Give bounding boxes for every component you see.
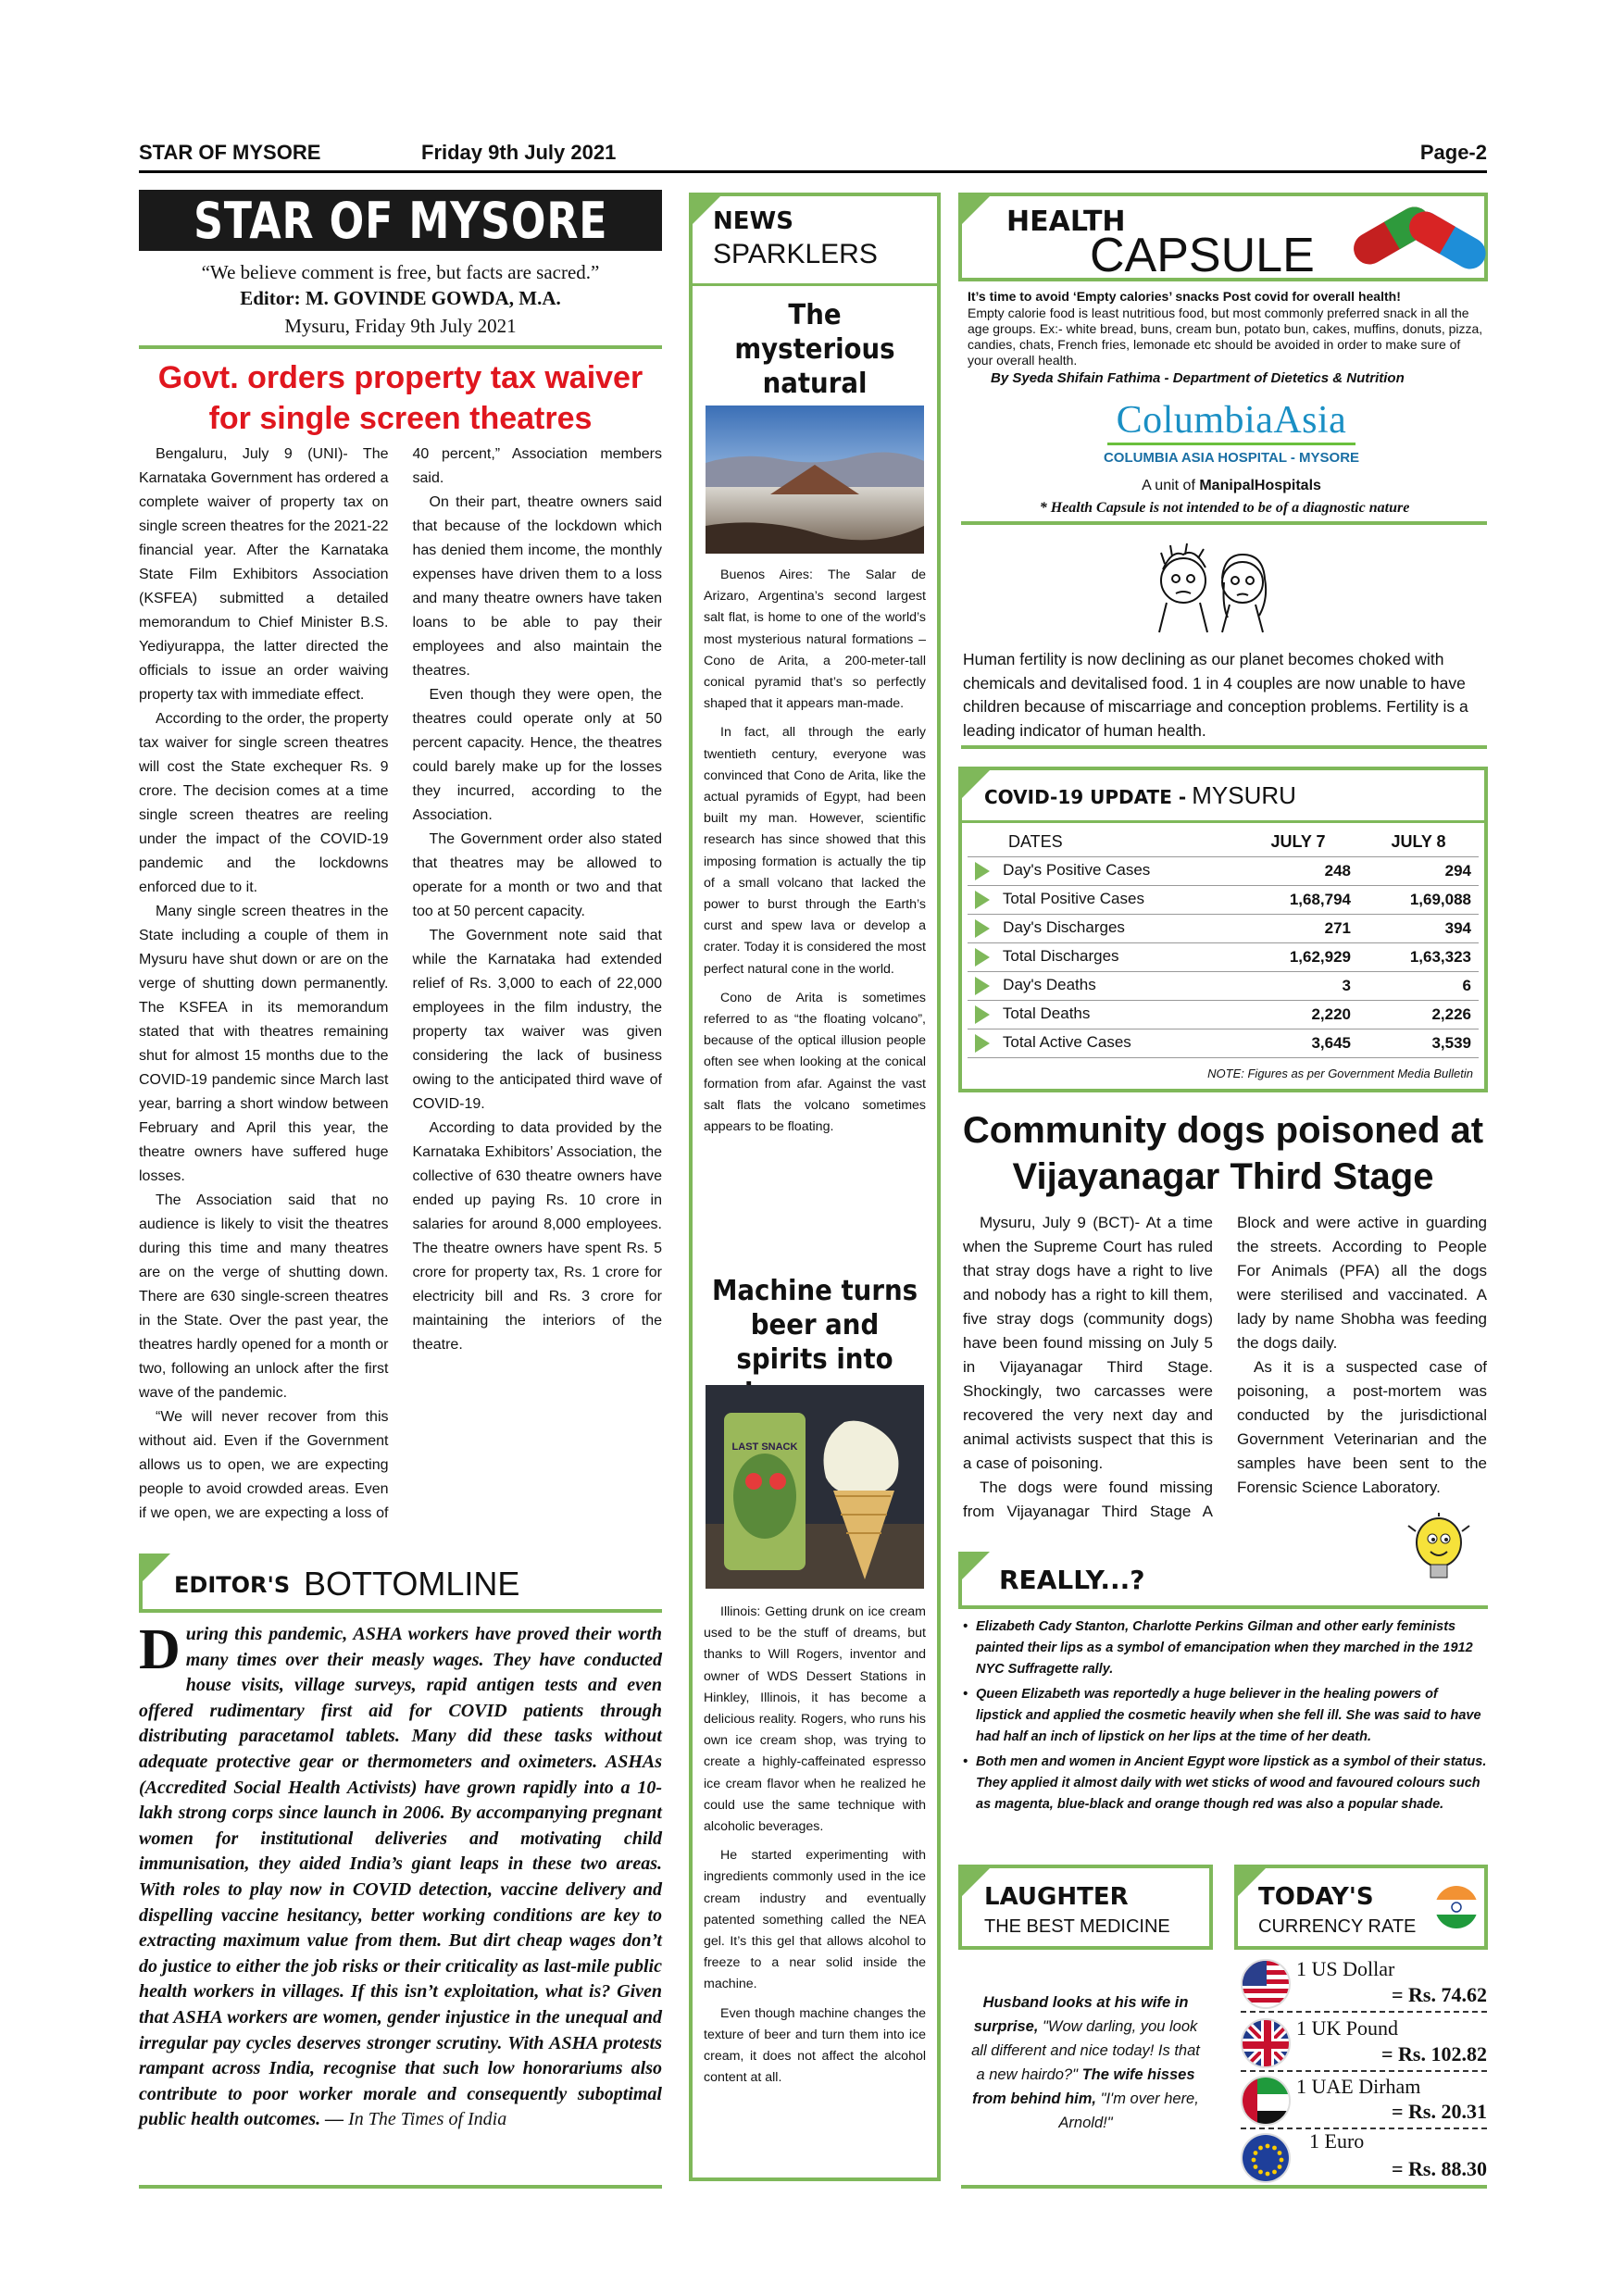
really-item: • Queen Elizabeth was reportedly a huge believer in the healing powers of lipstick and applied the cosmetic heavily when she fell ill. She was said to have had half an inch of lipstick on her lips at the time of her death. [963,1687,1481,1744]
lead-paragraph: The Association said that no audience is likely to visit the theatres during this time and many theatres are on the verge of shutting down. There are 630 single-screen theatres in the State. Over the past year, the theatres hardly opened for a month or two, following an unlock after the first wave of the pandemic. [139,1192,389,1401]
masthead-dateline: Mysuru, Friday 9th July 2021 [284,315,517,337]
columbia-asia-logo-underline [1107,443,1355,445]
currency-divider [1241,2070,1487,2072]
currency-divider [1241,2011,1487,2013]
masthead-editor: Editor: M. GOVINDE GOWDA, M.A. [240,287,561,309]
currency-name: 1 US Dollar [1296,1957,1395,1980]
story1-paragraph: Buenos Aires: The Salar de Arizaro, Argentina’s second largest salt flat, is home to one of the world’s most mysterious natural formations – Cono de Arita, a 200-meter-tall conical pyramid that’s so perfectly shaped that it appears man-made. [704,568,926,712]
covid-table-wrap [968,828,1479,1058]
fertility-text: Human fertility is now declining as our planet becomes choked with chemicals and devitalised food. 1 in 4 couples are now unable to have children because of miscarriage and conception problems. Fertility is a leading indicator of human health. [963,650,1468,740]
currency-name: 1 UAE Dirham [1296,2075,1421,2098]
covid-label-bold: COVID-19 UPDATE - [984,786,1187,808]
story1-body [704,565,926,1138]
lead-paragraph: Bengaluru, July 9 (UNI)- The Karnataka Government has ordered a complete waiver of property tax on single screen theatres for the 2021-22 financial year. After the Karnataka State Film Exhibitors Association (KSFEA) submitted a detailed memorandum to Chief Minister B.S. Yediyurappa, the latter directed the officials to issue an order waiving property tax with immediate effect. [139,446,389,703]
editorial-label-thin: BOTTOMLINE [304,1565,520,1603]
story2-paragraph: Illinois: Getting drunk on ice cream used to be the stuff of dreams, but thanks to Will Rogers, inventor and owner of WDS Dessert Stations in Hinkley, Illinois, it has become a delicious reality. Rogers, who runs his own ice cream shop, was trying to create a highly-caffeinated espresso ice cream flavor when he realized he could use the same technique with alcoholic beverages. [704,1604,926,1835]
columbia-asia-logo: ColumbiaAsia [1116,399,1347,442]
currency-rate: = Rs. 20.31 [1392,2100,1487,2123]
lead-paragraph: On their part, theatre owners said that because of the lockdown which has denied them income, the monthly expenses have driven them to a loss and many theatre owners have taken loans to be able to pay their employees and also maintain the theatres. [412,494,662,679]
arrow-icon [975,948,990,967]
lightbulb-icon [1406,1513,1471,1587]
currency-rate: = Rs. 102.82 [1381,2042,1487,2065]
header-rule [139,170,1487,173]
covid-row [968,942,1479,971]
story2-headline: Machine turns beer and spirits into [711,1275,918,1376]
covid-header-july8: JULY 8 [1358,828,1479,856]
covid-row-label: Total Active Cases [1002,1033,1131,1052]
lead-article-body [139,443,662,1542]
story2-paragraph: He started experimenting with ingredients commonly used in the ice cream industry and eventually patented something called the NEA gel. It’s this gel that allows alcohol to freeze to a near solid inside the machine. [704,1848,926,1992]
covid-value-july8: 1,63,323 [1358,942,1479,971]
editorial-source: In The Times of India [348,2109,507,2130]
health-lead: It’s time to avoid ‘Empty calories’ snacks Post covid for overall health! [968,289,1401,304]
lead-paragraph: According to data provided by the Karnataka Exhibitors’ Association, the collective of 630 theatre owners have ended up paying Rs. 10 crore in salaries for around 8,000 employees. The theatre owners have spent Rs. 5 crore for property tax, Rs. 1 crore for electricity bill and Rs. 3 crore for maintaining the interiors of the theatre. [412,1120,662,1353]
editorial-bottom-rule [139,2185,662,2189]
story1-headline: The mysterious natural [734,299,895,400]
ice-cream-photo [706,1385,924,1589]
covid-row [968,885,1479,914]
dogs-article-body [963,1211,1487,1531]
really-item: • Elizabeth Cady Stanton, Charlotte Perkins Gilman and other early feminists painted their lips as a symbol of emancipation when they marched in the 1912 NYC Suffragette rally. [963,1619,1473,1677]
covid-value-july8: 294 [1358,856,1479,885]
header-paper-name: STAR OF MYSORE [139,141,321,164]
laughter-joke [968,1990,1204,2135]
covid-row-label: Total Discharges [1002,947,1119,966]
really-label: REALLY...? [999,1565,1145,1595]
us-flag-icon [1241,1959,1291,2009]
covid-value-july8: 394 [1358,914,1479,942]
arrow-icon [975,891,990,909]
manipal-unit-line [1065,478,1398,494]
covid-value-july7: 3,645 [1238,1029,1358,1057]
covid-row-label: Day's Discharges [1003,918,1125,937]
india-flag-icon [1434,1885,1479,1929]
really-label-box [958,1552,1488,1609]
corner-triangle [143,1554,170,1581]
arrow-icon [975,977,990,995]
sparklers-label-bold: NEWS [713,207,793,235]
currency-rate: = Rs. 74.62 [1392,1983,1487,2006]
masthead-title: STAR OF MYSORE [193,191,608,250]
currency-label-box [1234,1865,1488,1950]
covid-row-label: Total Positive Cases [1002,890,1144,908]
covid-value-july7: 248 [1238,856,1358,885]
covid-value-july7: 2,220 [1238,1000,1358,1029]
lead-paragraph: “We will never recover from this without aid. Even if the Government allows us to open, we are expecting people to avoid crowded areas. Even if we open, we are expecting a loss of 40 percent,” Association members said. [139,446,662,1521]
uae-flag-icon [1241,2076,1291,2126]
sparklers-column [689,193,941,2181]
health-rule [961,521,1487,525]
sparklers-divider [693,283,937,286]
covid-label-thin: MYSURU [1192,781,1296,809]
covid-row [968,1029,1479,1057]
dogs-paragraph: Mysuru, July 9 (BCT)- At a time when the Supreme Court has ruled that stray dogs have a right to live and nobody has a right to kill them, five stray dogs (community dogs) have been found missing on July 5 in Vijayanagar Third Stage. Shockingly, two carcasses were recovered the very next day and animal activists suspect that this is a case of poisoning. [963,1214,1213,1472]
currency-rate: = Rs. 88.30 [1392,2157,1487,2180]
editorial-dropcap: D [139,1618,181,1681]
lead-paragraph: The Government note said that while the Karnataka had extended relief of Rs. 3,000 to each of 22,000 employees in the film industry, the property tax waiver was given considering the lack of business owing to the anticipated third wave of COVID-19. [412,928,662,1112]
lead-headline: Govt. orders property tax waiver for single screen theatres [157,360,643,436]
covid-value-july8: 3,539 [1358,1029,1479,1057]
lead-paragraph: The Government order also stated that theatres may be allowed to operate for a month or two and that too at 50 percent capacity. [412,831,662,919]
header-page-number: Page-2 [1419,141,1487,164]
volcano-photo [706,406,924,554]
can-label: LAST SNACK [731,1441,798,1453]
fertility-rule [961,745,1487,749]
covid-header-dates: DATES [968,828,1238,856]
covid-label-row [984,781,1296,810]
masthead-rule [139,345,662,349]
covid-update-box [958,767,1488,1092]
currency-name: 1 Euro [1309,2129,1365,2152]
arrow-icon [975,1005,990,1024]
covid-header-row [968,828,1479,856]
really-item-text: Queen Elizabeth was reportedly a huge believer in the healing powers of lipstick and applied the cosmetic heavily when she fell ill. She was said to have had half an inch of lipstick on her lips at the time of her death. [976,1687,1481,1744]
capsule-pill-icon [1342,187,1493,276]
health-body: Empty calorie food is least nutritious food, but most commonly preferred snack in all the age groups. Ex:- white bread, buns, cream bun, potato bun, cakes, muffins, donuts, pizza, candies, chats, French fries, lemonade etc should be avoided in order to make sure of your overall health. [968,306,1483,368]
header-date: Friday 9th July 2021 [421,141,617,164]
covid-value-july7: 1,62,929 [1238,942,1358,971]
editorial-text: uring this pandemic, ASHA workers have proved their worth many times over their measly wages. They have conducted house visits, village surveys, rapid antigen tests and even offered rudimentary first aid for COVID patients through distributing paracetamol tablets. Many did these tasks without adequate protective gear or thermometers and oximeters. ASHAs (Accredited Social Health Activists) have grown rapidly into a 10-lakh strong corps since launch in 2006. By accompanying pregnant women for institutional deliveries and motivating child immunisation, they aided India’s giant leaps in these two areas. With roles to play now in COVID detection, vaccine delivery and dispelling vaccine hesitancy, better working conditions are key to extracting maximum value from them. But dirt cheap wages don’t do justice to either the job risks or their criticality as last-mile public health workers in villages. If this isn’t exploitation, what is? Given that ASHA workers are women, gender injustice in the unequal and irregular pay cycles deserves stronger scrutiny. With ASHA protests rampant across India, recognise that such low honorariums also contribute to poor worker morale and consequently suboptimal public health outcomes. — [139,1624,662,2130]
covid-header-july7: JULY 7 [1238,828,1358,856]
covid-row-label: Total Deaths [1002,1004,1091,1023]
covid-row [968,1000,1479,1029]
covid-value-july8: 6 [1358,971,1479,1000]
really-item-text: Elizabeth Cady Stanton, Charlotte Perkins Gilman and other early feminists painted their lips as a symbol of emancipation when they marched in the 1912 NYC Suffragette rally. [976,1619,1473,1677]
eu-flag-icon [1241,2133,1291,2183]
unit-name: ManipalHospitals [1199,478,1321,493]
dogs-paragraph: The dogs were found missing from Vijayanagar Third Stage A Block and were active in guarding the streets. According to People For Animals (PFA) all the dogs were sterilised and vaccinated. A lady by name Shobha was feeding the dogs daily. [963,1214,1487,1520]
covid-row [968,914,1479,942]
covid-value-july7: 1,68,794 [1238,885,1358,914]
covid-row [968,971,1479,1000]
really-item-text: Both men and women in Ancient Egypt wore lipstick as a symbol of their status. They applied it almost daily with wet sticks of wood and favoured colours such as magenta, blue-black and orange though red was also a popular shade. [976,1754,1487,1812]
corner-triangle [962,1552,990,1579]
uk-flag-icon [1241,2018,1291,2068]
arrow-icon [975,862,990,880]
columbia-asia-subtitle: COLUMBIA ASIA HOSPITAL - MYSORE [1103,450,1360,466]
covid-label-rule [962,820,1484,823]
editorial-label-box [139,1554,662,1613]
joke-line-b: "Wow darling, you look all different and nice today! Is that a new hairdo?" [971,2018,1200,2083]
arrow-icon [975,919,990,938]
story2-paragraph: Even though machine changes the texture of beer and turn them into ice cream, it does not affect the alcohol content at all. [704,2005,926,2086]
arrow-icon [975,1034,990,1053]
covid-row-label: Day's Deaths [1003,976,1096,994]
covid-value-july7: 3 [1238,971,1358,1000]
really-item: • Both men and women in Ancient Egypt wore lipstick as a symbol of their status. They applied it almost daily with wet sticks of wood and favoured colours such as magenta, blue-black and orange though red was also a popular shade. [963,1754,1487,1812]
covid-value-july7: 271 [1238,914,1358,942]
health-byline: By Syeda Shifain Fathima - Department of Dietetics & Nutrition [991,370,1405,386]
story1-paragraph: In fact, all through the early twentieth century, everyone was convinced that Cono de Arita, like the actual pyramids of Egypt, had been built my man. However, scientific research has since showed that this imposing formation is actually the tip of a small volcano that lacked the power to burst through the Earth’s curst and spew lava or develop a crater. Today it is considered the most perfect natural cone in the world. [704,725,926,977]
covid-value-july8: 1,69,088 [1358,885,1479,914]
page-header [139,139,1487,167]
corner-triangle [962,196,990,224]
lead-paragraph: Even though they were open, the theatres could operate only at 50 percent capacity. Hence, the theatres could barely make up for the losses they incurred, according to the Association. [412,687,662,823]
sparklers-label-thin: SPARKLERS [713,239,878,269]
health-label-thin: CAPSULE [1090,229,1315,282]
masthead-motto: “We believe comment is free, but facts are sacred.” [201,261,600,283]
masthead-banner [139,190,662,251]
covid-row-label: Day's Positive Cases [1003,861,1151,880]
currency-label-bold: TODAY'S [1258,1883,1374,1911]
joke-line-c: The wife hisses from behind him, [972,2066,1195,2107]
story1-paragraph: Cono de Arita is sometimes referred to as “the floating volcano”, because of the optical illusion people often see when looking at the conical formation from afar. Against the vast salt flats the volcano sometimes appears to be floating. [704,990,926,1135]
currency-name: 1 UK Pound [1296,2016,1399,2040]
story2-body [704,1602,926,2089]
laughter-label-thin: THE BEST MEDICINE [984,1916,1170,1937]
covid-row [968,856,1479,885]
dogs-paragraph: As it is a suspected case of poisoning, a post-mortem was conducted by the jurisdictional Government Veterinarian and the samples have been sent to the Forensic Science Laboratory. [1237,1358,1487,1496]
laughter-label-box [958,1865,1213,1950]
covid-value-july8: 2,226 [1358,1000,1479,1029]
dogs-headline: Community dogs poisoned at Vijayanagar Third Stage [962,1110,1484,1197]
health-capsule-box [958,193,1488,281]
currency-label-thin: CURRENCY RATE [1258,1916,1417,1937]
bottom-rule-right [961,2185,1487,2189]
editorial-body [139,1618,662,2177]
covid-note: NOTE: Figures as per Government Media Bulletin [1207,1067,1473,1080]
lead-paragraph: Many single screen theatres in the State including a couple of them in Mysuru have shut down or are on the verge of shutting down permanently. The KSFEA in its memorandum stated that with theatres remaining shut for almost 15 months due to the COVID-19 pandemic since March last year, barring a short window between February and April this year, the theatre owners have suffered huge losses. [139,904,389,1184]
covid-table [968,828,1479,1058]
joke-line-d: "I'm over here, Arnold!" [1058,2090,1199,2131]
really-list [963,1616,1487,1816]
joke-line-a: Husband looks at his wife in surprise, [973,1994,1189,2035]
lead-paragraph: According to the order, the property tax waiver for single screen theatres will cost the State exchequer Rs. 9 crore. The decision comes at a time single screen theatres are reeling under the impact of the COVID-19 pandemic and the lockdowns enforced due to it. [139,711,389,895]
health-label-bold: HEALTH [1006,206,1126,238]
editorial-label-bold: EDITOR'S [174,1572,291,1598]
unit-prefix: A unit of [1142,478,1195,493]
laughter-label-bold: LAUGHTER [984,1883,1129,1911]
health-disclaimer: * Health Capsule is not intended to be of a diagnostic nature [1039,500,1410,516]
couple-cartoon-illustration [1144,542,1283,634]
